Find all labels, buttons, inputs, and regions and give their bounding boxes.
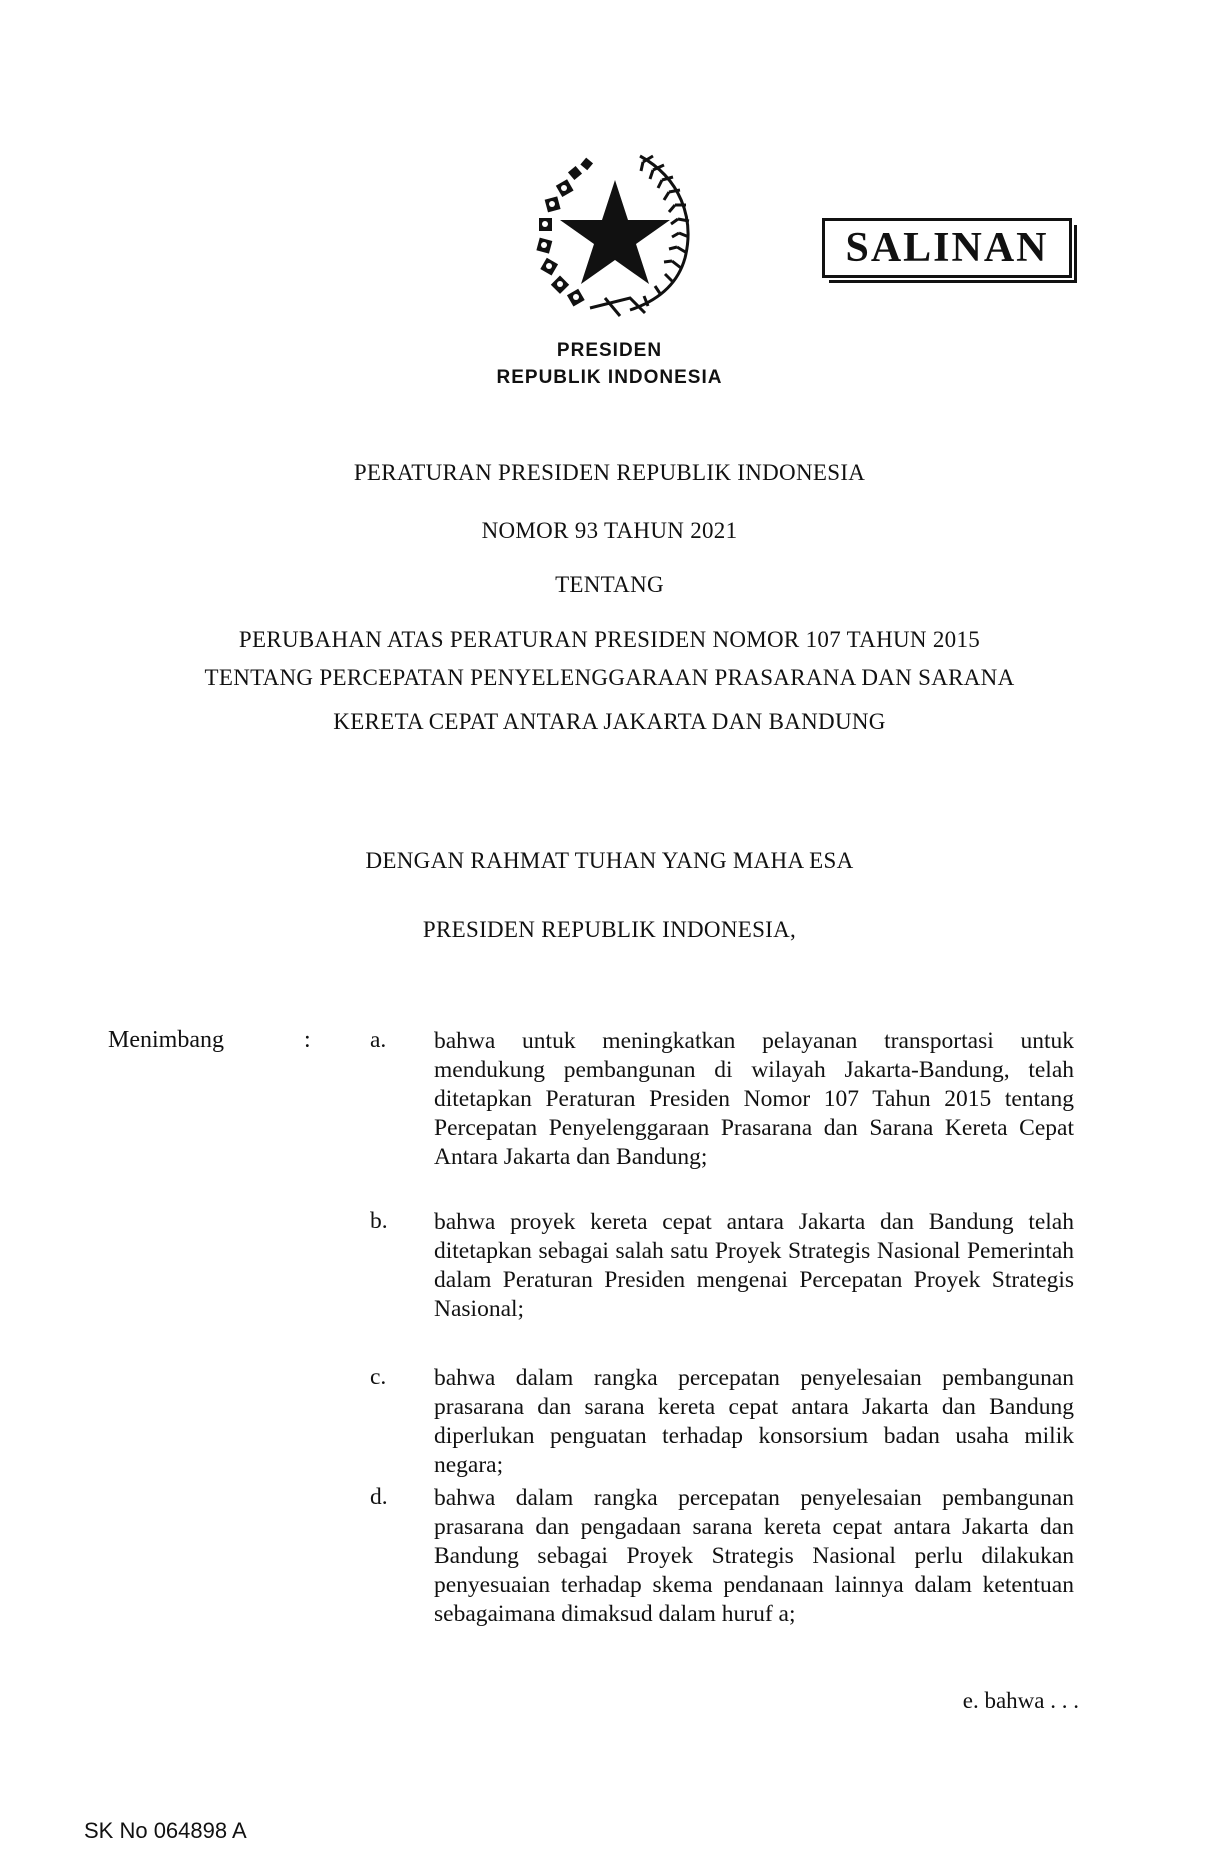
- regulation-title: PERATURAN PRESIDEN REPUBLIK INDONESIA: [353, 460, 866, 485]
- menimbang-label: Menimbang: [108, 1027, 224, 1053]
- invocation: DENGAN RAHMAT TUHAN YANG MAHA ESA: [365, 848, 854, 873]
- item-marker: d.: [370, 1484, 388, 1510]
- president-title: PRESIDEN REPUBLIK INDONESIA,: [422, 917, 797, 942]
- sk-number: SK No 064898 A: [84, 1818, 247, 1843]
- item-text: bahwa proyek kereta cepat antara Jakarta dan Bandung telah ditetapkan sebagai salah satu Proyek Strategis Nasional Pemerintah dalam Peraturan Presiden mengenai Percepatan Proyek Strategis Nasional;: [434, 1209, 1074, 1322]
- state-emblem-icon: [520, 148, 710, 323]
- seal-caption-republik: REPUBLIK INDONESIA: [496, 367, 723, 388]
- item-text: bahwa untuk meningkatkan pelayanan transportasi untuk mendukung pembangunan di wilayah Jakarta-Bandung, telah ditetapkan Peraturan Presiden Nomor 107 Tahun 2015 tentang Percepatan Penyelenggaraan Prasarana dan Sarana Kereta Cepat Antara Jakarta dan Bandung;: [434, 1028, 1074, 1170]
- menimbang-colon: :: [304, 1027, 311, 1053]
- item-marker: b.: [370, 1208, 388, 1234]
- regulation-number: NOMOR 93 TAHUN 2021: [481, 518, 738, 543]
- item-text: bahwa dalam rangka percepatan penyelesaian pembangunan prasarana dan pengadaan sarana kereta cepat antara Jakarta dan Bandung sebagai Proyek Strategis Nasional perlu dilakukan penyesuaian terhadap skema pendanaan lainnya dalam ketentuan sebagaimana dimaksud dalam huruf a;: [434, 1485, 1074, 1627]
- item-text: bahwa dalam rangka percepatan penyelesaian pembangunan prasarana dan sarana kereta cepat antara Jakarta dan Bandung diperlukan penguatan terhadap konsorsium badan usaha milik negara;: [434, 1365, 1074, 1478]
- seal-caption-presiden: PRESIDEN: [556, 340, 663, 361]
- salinan-stamp: [822, 218, 1072, 278]
- next-page-catchword: e. bahwa . . .: [962, 1688, 1079, 1713]
- salinan-text: SALINAN: [845, 225, 1049, 271]
- subject-line-2: TENTANG PERCEPATAN PENYELENGGARAAN PRASARANA DAN SARANA: [204, 665, 1015, 690]
- tentang-label: TENTANG: [555, 572, 664, 597]
- item-marker: a.: [370, 1027, 387, 1053]
- subject-line-3: KERETA CEPAT ANTARA JAKARTA DAN BANDUNG: [333, 709, 886, 734]
- subject-line-1: PERUBAHAN ATAS PERATURAN PRESIDEN NOMOR 107 TAHUN 2015: [238, 627, 981, 652]
- item-marker: c.: [370, 1364, 387, 1390]
